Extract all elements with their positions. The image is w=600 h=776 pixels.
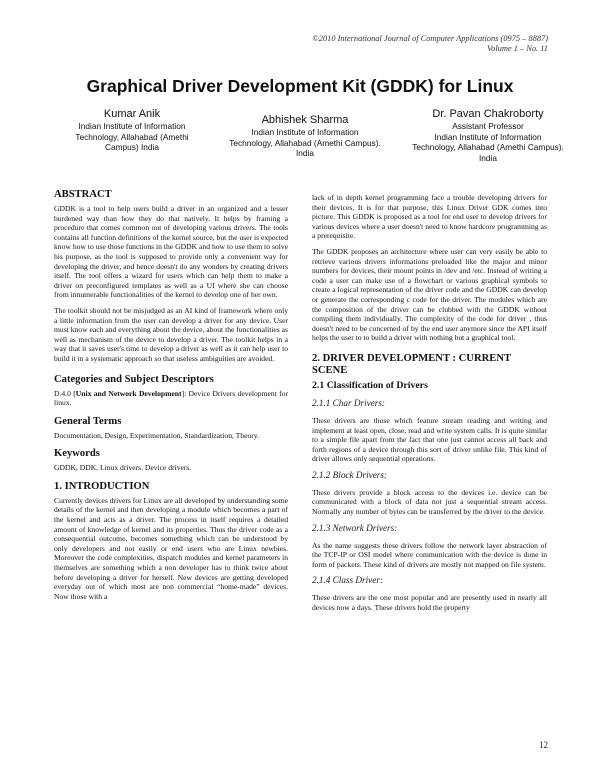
author-block bbox=[396, 108, 580, 163]
author-name: Abhishek Sharma bbox=[261, 114, 349, 126]
general-terms-text: Documentation, Design, Experimentation, Standardization, Theory. bbox=[54, 430, 259, 440]
journal-header bbox=[312, 34, 548, 54]
author-affiliation: Technology, Allahabad (Amethi Campus). bbox=[412, 142, 564, 152]
section-2-1-2-text: These drivers provide a block access to the devices i.e. device can be communicated with a block of data not just a sequential stream access. Normally any number of bytes can be transferred by the driver to the device. bbox=[312, 487, 547, 517]
keywords-heading: Keywords bbox=[54, 448, 100, 460]
body-paragraph: The GDDK proposes an architecture where user can very easily be able to retrieve various drivers informations preloaded like the major and minor numbers for devices, their mount points in /dev and /etc. Instead of writing a code a user can make use of a flowchart or various graphical symbols to create a logical representation of the driver code and the GDDK can develop or generate the corresponding c code for the driver. The modules which are the composition of the driver can be clubbed with the GDDK without compiling them individually. The complexity of the code for driver , thus doesn't need to be concerned of by the end user anymore since the API itself helps the user to to build a driver with nothing but a graphical tool. bbox=[312, 246, 547, 343]
author-name: Kumar Anik bbox=[103, 108, 161, 120]
section-2-1-3-text: As the name suggests these drivers follow the network layer abstraction of the TCP-IP or OSI model where communication with the device is done in form of packets. These kind of drivers are mostly not mapped on file system. bbox=[312, 540, 547, 569]
introduction-heading: 1. INTRODUCTION bbox=[54, 480, 150, 492]
categories-rest: ]: Device Drivers development for linux. bbox=[54, 388, 288, 408]
section-2-1-heading: 2.1 Classification of Drivers bbox=[312, 379, 428, 391]
abstract-paragraph: The toolkit should not be misjudged as an AI kind of framework where only a little information from the user can develop a driver for any device. User must know each and everything about the device, about the functionalities as well as mechanism of the device to develop a driver. The toolkit helps in a way that it saves user's time to develop a driver as well as it can help user to build it in a systematic approach so that useless ambiguities are avoided. bbox=[54, 305, 288, 363]
author-name: Dr. Pavan Chakroborty bbox=[432, 108, 544, 120]
right-column bbox=[312, 193, 547, 619]
categories-bold: Unix and Network Development bbox=[75, 388, 182, 398]
author-affiliation: India bbox=[479, 152, 497, 163]
categories-prefix: D.4.0 [ bbox=[54, 388, 76, 398]
general-terms-heading: General Terms bbox=[54, 415, 122, 427]
section-2-1-3-heading: 2.1.3 Network Drivers: bbox=[312, 522, 398, 533]
section-2-1-4-heading: 2.1.4 Class Driver: bbox=[312, 575, 383, 586]
abstract-heading: ABSTRACT bbox=[54, 189, 112, 200]
categories-text bbox=[54, 389, 288, 408]
author-block bbox=[216, 114, 394, 159]
author-affiliation: India bbox=[296, 148, 314, 158]
paper-title: Graphical Driver Development Kit (GDDK) for Linux bbox=[86, 76, 514, 96]
journal-line: ©2010 International Journal of Computer Applications (0975 – 8887) bbox=[312, 34, 548, 43]
introduction-paragraph: Currently devices drivers for Linux are all developed by understanding some details of the kernel and then developing a module which becomes a part of the kernel and acts as a driver. The process in itself requires a detailed amount of knowledge of kernel and its properties. Thus the driver code as a consequential outcome, becomes something which can be understood by only developers and not easily or end users who are Linux newbies. Moreover the code complexities, dispatch modules and kernel parameters in themselves are something which a non developer has to think twice about before developing a driver for herself. New devices are getting developed everyday out of which most are non commercial “home-made” devices. Now those with a bbox=[54, 495, 288, 601]
section-2-1-2-heading: 2.1.2 Block Drivers: bbox=[312, 469, 388, 480]
author-affiliation: Indian Institute of Information bbox=[251, 127, 359, 137]
section-2-heading: 2. DRIVER DEVELOPMENT : CURRENT SCENE bbox=[312, 352, 511, 376]
section-2-1-1-text: These drivers are those which feature stream reading and writing and implement at least open, close, read and write system calls. It is quite similar to a simple file apart from the fact that one just cannot access all back and forth regions of a device through this sort of driver unlike file. This kind of driver allows only sequential operations. bbox=[312, 415, 547, 464]
author-affiliation: Assistant Professor bbox=[452, 121, 524, 131]
section-2-1-4-text: These drivers are the one most popular and are presently used in nearly all devices now a days. These drivers hold the property bbox=[312, 593, 547, 613]
author-affiliation: Indian Institute of Information bbox=[78, 121, 186, 131]
author-affiliation: Campus) India bbox=[105, 142, 159, 152]
author-affiliation: Technology, Allahabad (Amethi Campus). bbox=[229, 137, 381, 148]
author-block bbox=[52, 108, 212, 153]
section-2-1-1-heading: 2.1.1 Char Drivers: bbox=[312, 397, 385, 408]
left-column bbox=[54, 189, 288, 607]
categories-heading: Categories and Subject Descriptors bbox=[54, 373, 214, 385]
abstract-paragraph: GDDK is a tool to help users build a driver in an organized and a lesser burdened way than how they do that natively. It helps by framing a procedure that comes common out of developing various drivers. The tools contains all function definitions of the kernel source, but the user is expected know how to use those functions in the GDDK and how to use them to solve his purpose, as the tool is supposed to provide only a convenient way for developing the driver, and hence doesn't do any wonders by creating drivers itself. The tool offers a wizard for users which can help them to make a driver on preconfigured templates as well as a UI where she can choose from innumerable functionalities of the kernel to develop one of her own. bbox=[54, 204, 288, 300]
journal-volume: Volume 1 – No. 11 bbox=[486, 44, 548, 53]
author-affiliation: Indian Institute of Information bbox=[434, 131, 542, 142]
page-number: 12 bbox=[539, 740, 548, 750]
keywords-text: GDDK, DDK, Linux drivers. Device drivers. bbox=[54, 463, 192, 473]
body-paragraph: lack of in depth kernel programming face a trouble developing drivers for their devices. It is for that purpose, this Linux Driver GDK comes into picture. This GDDK is proposed as a tool for end user to develop drivers for various devices where a user doesn't need to know hardcore programming as a prerequisite. bbox=[312, 193, 547, 241]
author-affiliation: Technology, Allahabad (Amethi bbox=[75, 131, 189, 142]
